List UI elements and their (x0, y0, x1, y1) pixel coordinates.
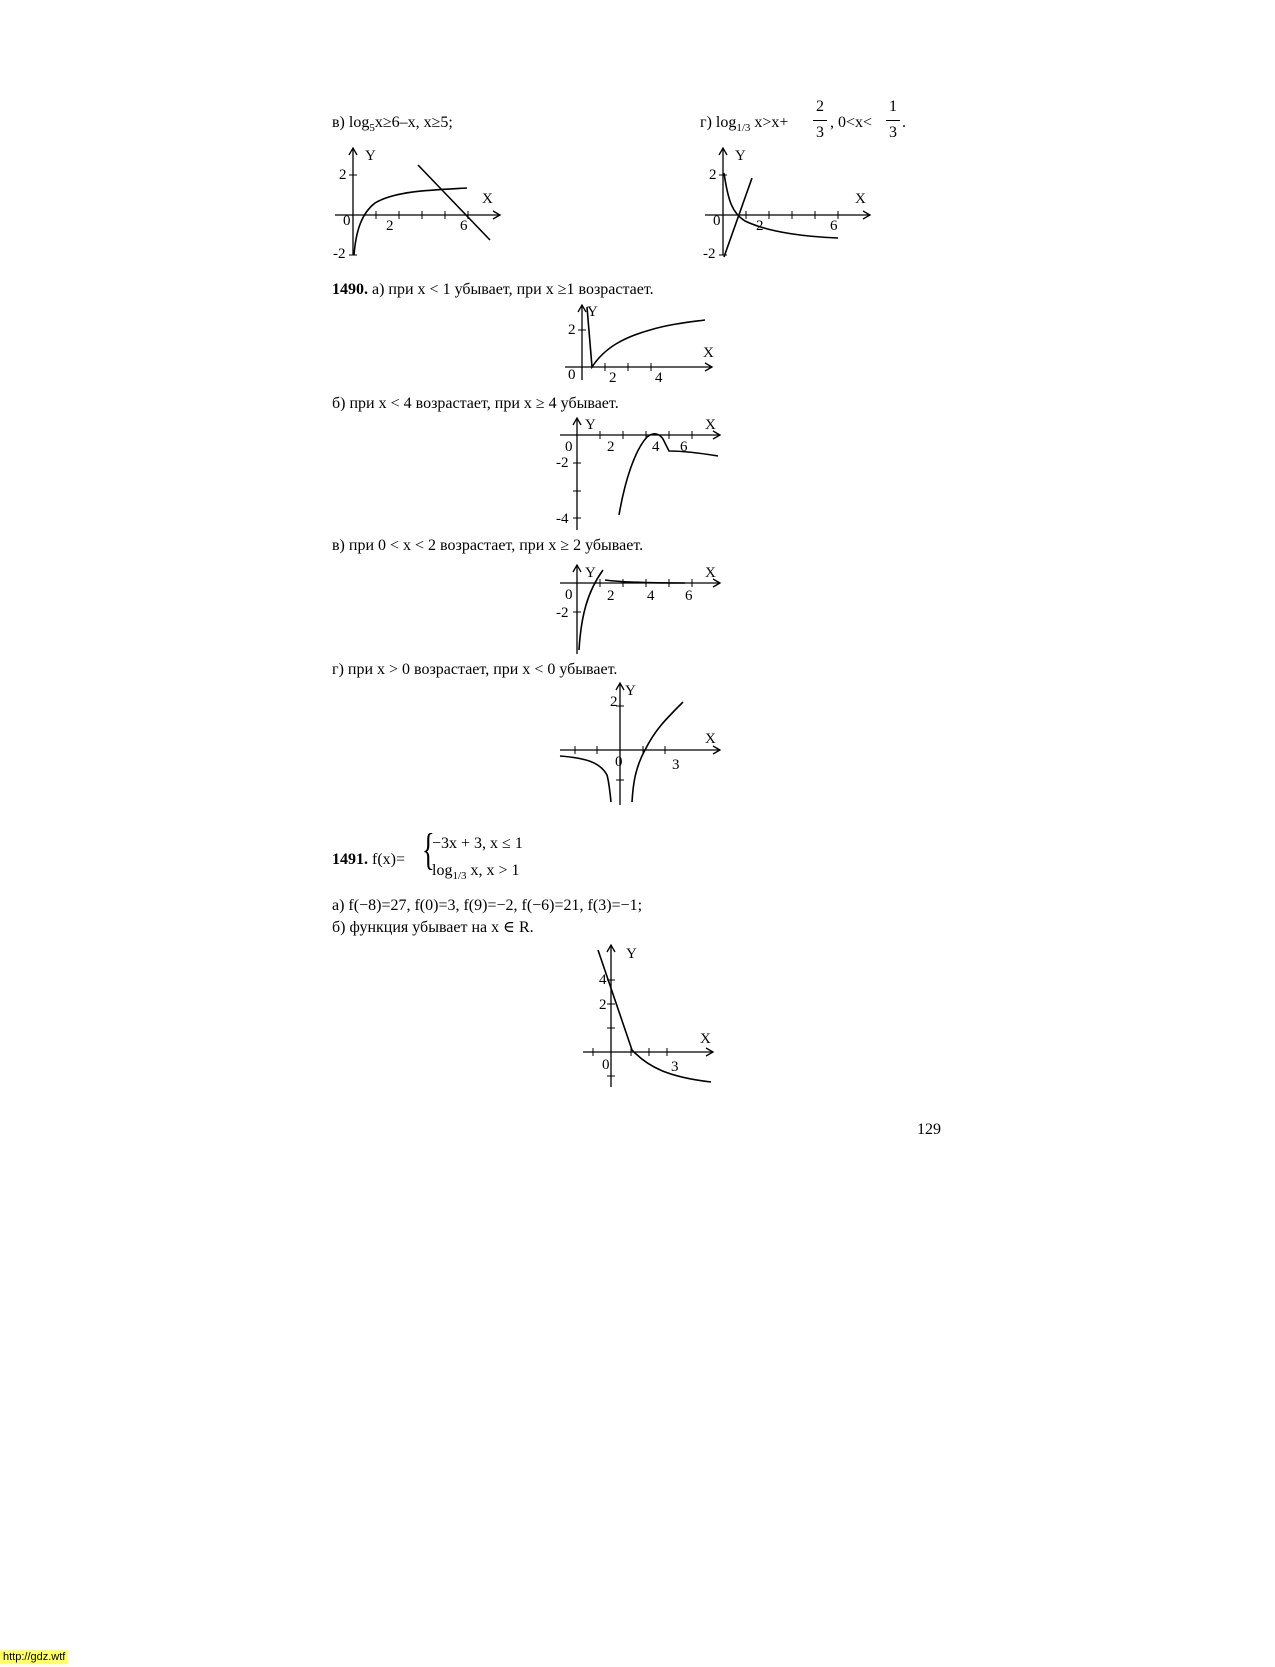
y-axis-label: Y (587, 304, 598, 320)
origin-label: 0 (602, 1057, 610, 1073)
problem-1490-g: г) при x > 0 возрастает, при x < 0 убывает. (332, 661, 618, 678)
graph-log5 (330, 145, 510, 260)
tick-label: -4 (556, 511, 569, 527)
piecewise-brace: { (422, 825, 435, 874)
y-axis-label: Y (585, 417, 596, 433)
page-number: 129 (917, 1121, 941, 1138)
tick-label: 2 (339, 167, 347, 183)
x-axis-label: X (700, 1031, 711, 1047)
piecewise-case-1: −3x + 3, x ≤ 1 (432, 835, 523, 852)
graph-1491 (578, 942, 728, 1092)
problem-1490-a: 1490. а) при x < 1 убывает, при x ≥1 возрастает. (332, 281, 654, 298)
fraction-numerator: 1 (889, 98, 897, 115)
tick-label: 2 (756, 218, 764, 234)
problem-1490-v: в) при 0 < x < 2 возрастает, при x ≥ 2 убывает. (332, 537, 644, 554)
y-axis-label: Y (365, 148, 376, 164)
y-axis-label: Y (626, 946, 637, 962)
tick-label: 4 (647, 588, 655, 604)
origin-label: 0 (343, 213, 351, 229)
x-axis-label: X (705, 565, 716, 581)
tick-label: 6 (460, 218, 468, 234)
x-axis-label: X (703, 345, 714, 361)
piecewise-case-2: $\log_{1/3} x$, x > 1 (432, 862, 520, 883)
tick-label: -2 (333, 246, 346, 262)
graph-1490-a (560, 302, 730, 384)
tick-label: 4 (652, 439, 660, 455)
task-g-end: . (902, 114, 906, 131)
origin-label: 0 (568, 367, 576, 383)
origin-label: 0 (713, 213, 721, 229)
problem-1490-b: б) при x < 4 возрастает, при x ≥ 4 убывает. (332, 395, 619, 412)
origin-label: 0 (615, 754, 623, 770)
graph-1490-b (555, 415, 730, 530)
tick-label: 2 (599, 997, 607, 1013)
fraction-denominator: 3 (889, 124, 897, 141)
x-axis-label: X (705, 731, 716, 747)
tick-label: 2 (568, 322, 576, 338)
task-v-label: в) $\log_5x\ge 6-x$, x≥5; (332, 114, 453, 135)
graph-log13 (700, 145, 880, 260)
x-axis-label: X (482, 191, 493, 207)
y-axis-label: Y (585, 565, 596, 581)
tick-label: 2 (386, 218, 394, 234)
origin-label: 0 (565, 587, 573, 603)
fraction-numerator: 2 (816, 98, 824, 115)
problem-1491-a: а) f(−8)=27, f(0)=3, f(9)=−2, f(−6)=21, f(3)=−1; (332, 897, 643, 914)
tick-label: 2 (607, 588, 615, 604)
tick-label: -2 (556, 455, 569, 471)
fraction-denominator: 3 (816, 124, 824, 141)
x-axis-label: X (705, 417, 716, 433)
x-axis-label: X (855, 191, 866, 207)
tick-label: 3 (671, 1059, 679, 1075)
footer-link[interactable]: http://gdz.wtf (0, 1650, 68, 1664)
tick-label: -2 (556, 605, 569, 621)
task-g-label: г) $\log_{1/3} x>x+$ (700, 114, 789, 135)
tick-label: 6 (685, 588, 693, 604)
fraction-bar (813, 120, 827, 121)
tick-label: 6 (830, 218, 838, 234)
y-axis-label: Y (735, 148, 746, 164)
graph-1490-g (555, 680, 730, 808)
tick-label: -2 (703, 246, 716, 262)
fraction-bar (886, 120, 900, 121)
tick-label: 2 (609, 370, 617, 386)
tick-label: 2 (607, 439, 615, 455)
tick-label: 2 (709, 167, 717, 183)
tick-label: 6 (680, 439, 688, 455)
y-axis-label: Y (625, 683, 636, 699)
tick-label: 3 (672, 757, 680, 773)
problem-1491-fx: 1491. f(x)= (332, 851, 406, 868)
origin-label: 0 (565, 439, 573, 455)
tick-label: 2 (610, 694, 618, 710)
tick-label: 4 (655, 370, 663, 386)
tick-label: 4 (599, 972, 607, 988)
problem-1491-b: б) функция убывает на x ∈ R. (332, 919, 534, 936)
graph-1490-v (555, 562, 730, 654)
task-g-condition: , 0<x< (830, 114, 873, 131)
